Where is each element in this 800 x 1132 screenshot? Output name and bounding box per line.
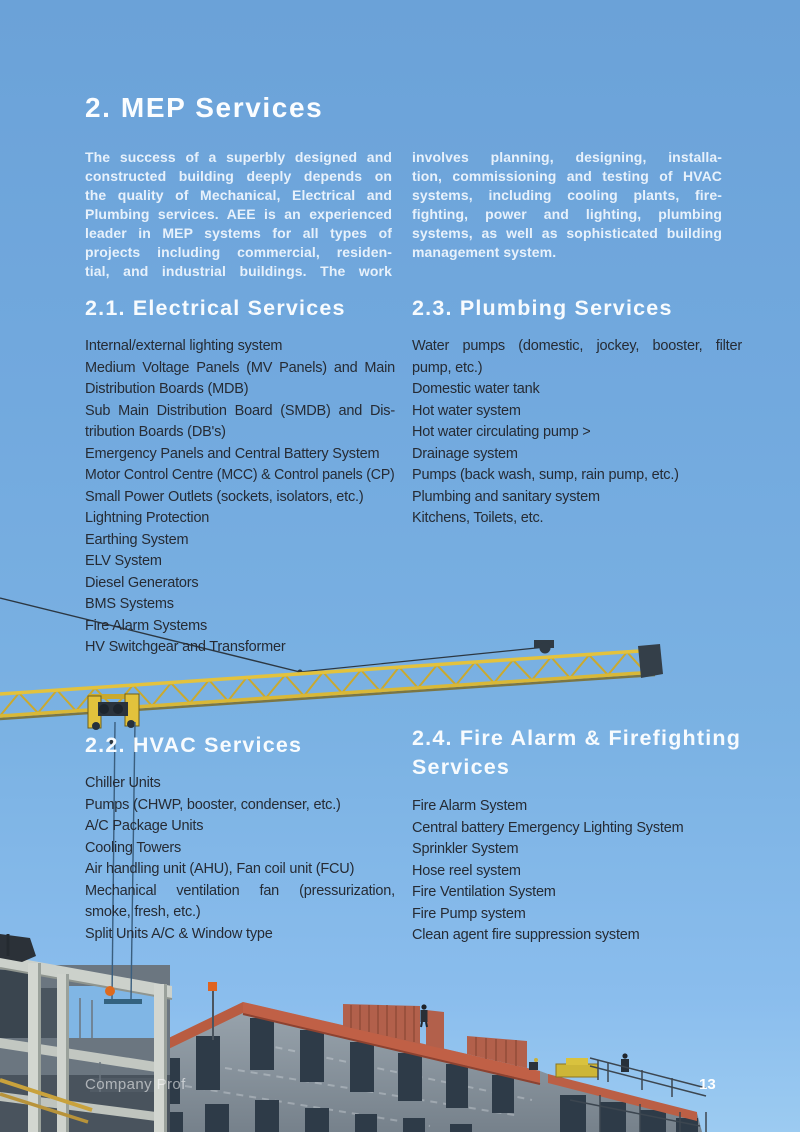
text-line: Services	[412, 755, 511, 779]
concrete-frame-building	[0, 934, 172, 1132]
list-item	[85, 859, 395, 881]
services-list	[85, 773, 395, 945]
list-item	[85, 838, 395, 860]
list-item	[412, 336, 742, 379]
list-item	[85, 508, 395, 530]
services-list	[85, 336, 395, 659]
list-item	[85, 465, 395, 487]
services-list	[412, 796, 742, 947]
text-line: systems, including cooling plants, fire-	[412, 187, 722, 203]
text-line: Hose reel system	[412, 862, 521, 879]
crane-hook-ball	[105, 986, 115, 996]
list-item	[85, 594, 395, 616]
text-line: Pumps (back wash, sump, rain pump, etc.)	[412, 467, 679, 483]
section-heading	[412, 724, 742, 782]
text-line: 2.1. Electrical Services	[85, 296, 346, 320]
text-line: Air handling unit (AHU), Fan coil unit (FCU)	[85, 861, 355, 877]
section-heading	[85, 294, 395, 323]
list-item	[85, 487, 395, 509]
list-item	[85, 795, 395, 817]
text-line: Pumps (CHWP, booster, condenser, etc.)	[85, 796, 341, 813]
list-item	[85, 773, 395, 795]
list-item	[412, 422, 742, 444]
text-line: Earthing System	[85, 531, 189, 548]
text-line: Hot water circulating pump >	[412, 424, 591, 440]
text-line: HV Switchgear and Transformer	[85, 639, 286, 655]
text-line: Diesel Generators	[85, 574, 199, 591]
list-item	[412, 465, 742, 487]
text-line: pump, etc.)	[412, 359, 483, 376]
text-line: The success of a superbly designed and	[85, 149, 392, 165]
crane-lifting-bar	[104, 999, 142, 1004]
list-item	[412, 487, 742, 509]
list-item	[412, 508, 742, 530]
text-line: Sub Main Distribution Board (SMDB) and Dis-	[85, 402, 395, 419]
text-line: leader in MEP systems for all types of	[85, 225, 392, 241]
list-item	[85, 401, 395, 444]
text-line: Motor Control Centre (MCC) & Control panels (CP)	[85, 467, 395, 483]
text-line: Clean agent fire suppression system	[412, 927, 640, 943]
list-item	[412, 925, 742, 947]
list-item	[412, 401, 742, 423]
text-line: 2.4. Fire Alarm & Firefighting	[412, 726, 742, 750]
text-line: Water pumps (domestic, jockey, booster, filter	[412, 338, 742, 354]
list-item	[412, 796, 742, 818]
list-item	[85, 551, 395, 573]
list-item	[412, 839, 742, 861]
text-line: Internal/external lighting system	[85, 338, 283, 354]
text-line: Fire Pump system	[412, 905, 526, 922]
text-line: Lightning Protection	[85, 510, 210, 526]
text-line: smoke, fresh, etc.)	[85, 904, 201, 920]
text-line: ELV System	[85, 553, 162, 569]
list-item	[85, 637, 395, 659]
text-line: Cooling Towers	[85, 839, 182, 856]
text-line: involves planning, designing, installa-	[412, 149, 722, 165]
list-item	[85, 358, 395, 401]
list-item	[412, 379, 742, 401]
text-line: systems, as well as sophisticated building	[412, 225, 722, 241]
section-plumbing-services	[412, 294, 742, 530]
list-item	[412, 904, 742, 926]
text-line: Small Power Outlets (sockets, isolators, etc.)	[85, 488, 364, 505]
list-item	[412, 882, 742, 904]
text-line: Fire Alarm System	[412, 798, 528, 814]
list-item	[85, 444, 395, 466]
intro-column-1	[85, 148, 392, 281]
page-title: 2. MEP Services	[85, 92, 324, 123]
section-electrical-services	[85, 294, 395, 659]
text-line: Emergency Panels and Central Battery System	[85, 445, 380, 462]
text-line: Distribution Boards (MDB)	[85, 381, 249, 397]
text-line: tribution Boards (DB's)	[85, 424, 226, 440]
text-line: Kitchens, Toilets, etc.	[412, 510, 544, 526]
list-item	[85, 336, 395, 358]
list-item	[85, 816, 395, 838]
text-line: BMS Systems	[85, 596, 174, 612]
list-item	[85, 573, 395, 595]
text-line: A/C Package Units	[85, 818, 204, 834]
section-heading	[412, 294, 742, 323]
text-line: Split Units A/C & Window type	[85, 925, 273, 942]
crane-jib-tip	[638, 644, 663, 678]
text-line: tial, and industrial buildings. The work	[85, 263, 392, 279]
section-heading	[85, 731, 395, 760]
text-line: Drainage system	[412, 445, 518, 462]
text-line: the quality of Mechanical, Electrical and	[85, 187, 392, 203]
list-item	[85, 616, 395, 638]
text-line: Domestic water tank	[412, 381, 540, 397]
text-line: projects including commercial, residen-	[85, 244, 392, 260]
list-item	[85, 881, 395, 924]
text-line: fighting, power and lighting, plumbing	[412, 206, 722, 222]
text-line: Fire Alarm Systems	[85, 617, 208, 634]
list-item	[412, 444, 742, 466]
text-line: 2.2. HVAC Services	[85, 733, 303, 757]
text-line: tion, commissioning and testing of HVAC	[412, 168, 722, 184]
text-line: constructed building deeply depends on	[85, 168, 392, 184]
list-item	[85, 924, 395, 946]
text-line: Sprinkler System	[412, 841, 519, 857]
page-number: 13	[699, 1076, 716, 1093]
section-hvac-services	[85, 731, 395, 945]
section-fire-alarm-firefighting-services	[412, 724, 742, 947]
text-line: management system.	[412, 244, 557, 260]
text-line: Fire Ventilation System	[412, 884, 556, 900]
text-line: Mechanical ventilation fan (pressurization,	[85, 882, 395, 899]
intro-column-2	[412, 148, 722, 262]
text-line: 2.3. Plumbing Services	[412, 296, 673, 320]
text-line: Plumbing and sanitary system	[412, 488, 600, 505]
text-line: Plumbing services. AEE is an experienced	[85, 206, 392, 222]
list-item	[412, 818, 742, 840]
services-list	[412, 336, 742, 530]
text-line: Central battery Emergency Lighting System	[412, 819, 684, 836]
text-line: Hot water system	[412, 402, 521, 419]
list-item	[85, 530, 395, 552]
footer-text: Company Prof	[85, 1076, 186, 1093]
text-line: Chiller Units	[85, 775, 161, 791]
list-item	[412, 861, 742, 883]
crane-trolley	[88, 694, 139, 730]
text-line: Medium Voltage Panels (MV Panels) and Main	[85, 359, 395, 376]
main-building-under-construction	[150, 982, 706, 1132]
